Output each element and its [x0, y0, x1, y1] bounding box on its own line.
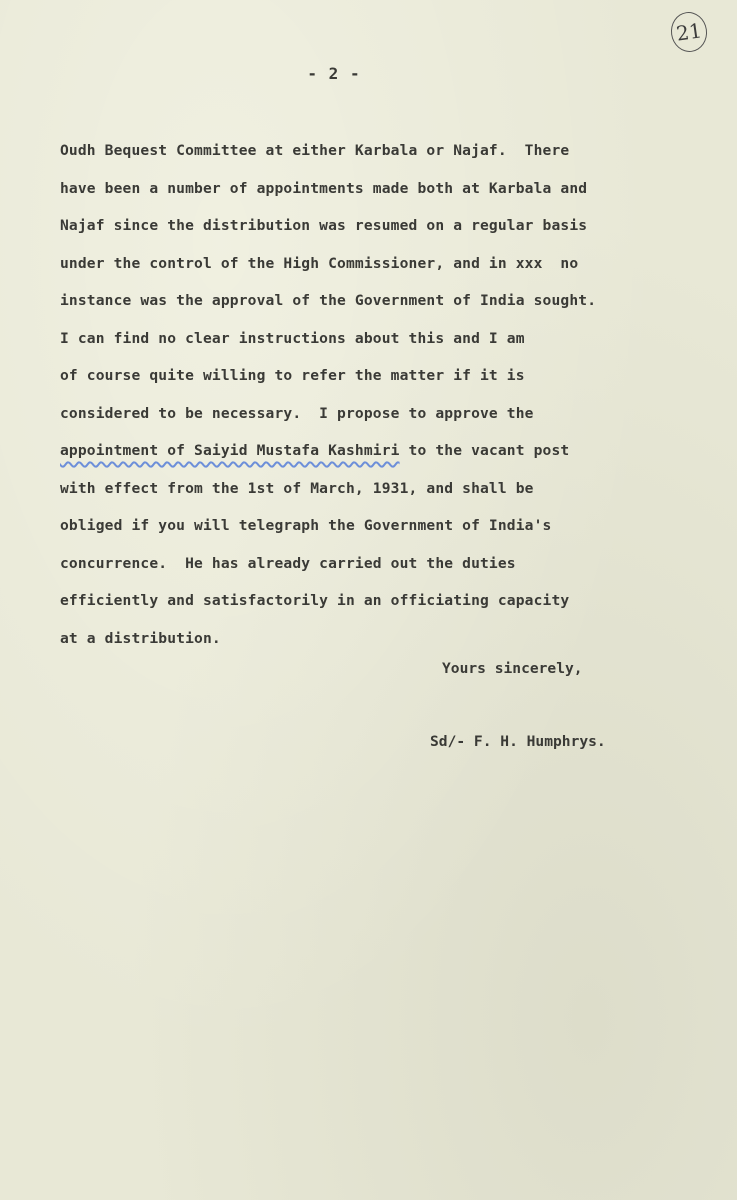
text-line: considered to be necessary. I propose to approve the [60, 404, 534, 422]
text-line: have been a number of appointments made both at Karbala and [60, 179, 588, 197]
signature-line: Sd/- F. H. Humphrys. [430, 733, 606, 750]
text-line: obliged if you will telegraph the Government of India's [60, 517, 552, 534]
text-line-underlined [60, 438, 732, 476]
text-line: I can find no clear instructions about this and I am [60, 329, 525, 347]
text-line: under the control of the High Commissioner, and in xxx no [60, 254, 579, 272]
text-line: Oudh Bequest Committee at either Karbala or Najaf. There [60, 142, 570, 159]
line-remainder: to the vacant post [399, 442, 570, 459]
text-line: with effect from the 1st of March, 1931, and shall be [60, 479, 534, 497]
text-line: at a distribution. [60, 629, 221, 647]
underlined-phrase: appointment of Saiyid Mustafa Kashmiri [60, 442, 400, 459]
closing-salutation: Yours sincerely, [442, 660, 583, 677]
letter-body [60, 138, 732, 663]
text-line: concurrence. He has already carried out the duties [60, 554, 516, 572]
text-line: efficiently and satisfactorily in an officiating capacity [60, 592, 570, 609]
text-line: Najaf since the distribution was resumed on a regular basis [60, 217, 588, 234]
text-line: of course quite willing to refer the matter if it is [60, 367, 525, 384]
folio-number: 21 [668, 10, 709, 55]
page-number: - 2 - [307, 64, 361, 83]
text-line: instance was the approval of the Government of India sought. [60, 292, 597, 309]
